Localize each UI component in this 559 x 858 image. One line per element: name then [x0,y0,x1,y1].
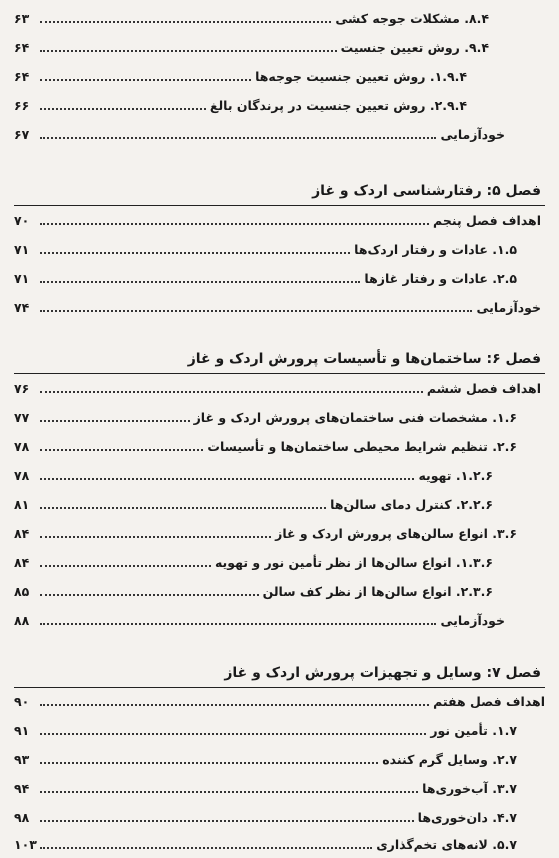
entry-page: ۷۷ [14,409,30,425]
entry-page: ۶۴ [14,68,30,84]
entry-title: اهداف فصل هفتم [433,693,545,709]
leader-dots [40,79,251,81]
toc-entry [14,267,545,289]
entry-title: ۳.۶. انواع سالن‌های پرورش اردک و غاز [275,525,517,541]
leader-dots [40,223,429,225]
entry-page: ۹۳ [14,751,30,767]
toc-entry [14,551,545,573]
entry-title: ۵.۷. لانه‌های تخم‌گذاری [376,836,517,852]
leader-dots [40,252,350,254]
entry-title: ۲.۳.۶. انواع سالن‌ها از نظر کف سالن [262,583,493,599]
entry-title: ۹.۴. روش تعیین جنسیت [340,39,489,55]
chapter-heading: فصل ۵: رفتارشناسی اردک و غاز [312,183,541,199]
entry-page: ۷۱ [14,270,30,286]
entry-title: ۱.۷. تأمین نور [430,722,517,738]
leader-dots [40,21,331,23]
toc-entry [14,209,545,231]
entry-title: ۱.۳.۶. انواع سالن‌ها از نظر تأمین نور و تهویه [214,554,493,570]
toc-entry [14,609,545,631]
entry-title: ۱.۵. عادات و رفتار اردک‌ها [354,241,517,257]
leader-dots [40,310,472,312]
entry-page: ۶۶ [14,97,30,113]
entry-page: ۹۸ [14,809,30,825]
leader-dots [40,704,429,706]
entry-title: ۱.۹.۴. روش تعیین جنسیت جوجه‌ها [255,68,467,84]
toc-entry [14,464,545,486]
entry-page: ۸۴ [14,525,30,541]
leader-dots [40,847,372,849]
entry-page: ۹۰ [14,693,30,709]
leader-dots [40,507,326,509]
leader-dots [40,762,378,764]
entry-page: ۹۴ [14,780,30,796]
leader-dots [40,478,414,480]
entry-page: ۸۴ [14,554,30,570]
leader-dots [40,536,271,538]
toc-entry [14,493,545,515]
leader-dots [40,820,414,822]
toc-entry [14,296,545,318]
entry-title: ۲.۷. وسایل گرم کننده [382,751,517,767]
leader-dots [40,449,203,451]
chapter-rule [14,205,545,206]
entry-page: ۱۰۳ [14,836,37,852]
leader-dots [40,565,211,567]
leader-dots [40,391,423,393]
toc-entry [14,522,545,544]
toc-entry [14,748,545,770]
chapter-heading: فصل ۷: وسایل و تجهیزات پرورش اردک و غاز [224,665,541,681]
chapter-rule [14,373,545,374]
entry-page: ۷۸ [14,438,30,454]
entry-title: ۲.۵. عادات و رفتار غازها [364,270,517,286]
chapter-rule [14,687,545,688]
leader-dots [40,733,426,735]
chapter-heading: فصل ۶: ساختمان‌ها و تأسیسات پرورش اردک و غاز [187,351,541,367]
entry-page: ۷۴ [14,299,30,315]
toc-entry [14,580,545,602]
toc-entry [14,719,545,741]
entry-title: خودآزمایی [476,299,541,315]
entry-page: ۶۳ [14,10,30,26]
entry-title: ۱.۲.۶. تهویه [418,467,493,483]
entry-title: ۱.۶. مشخصات فنی ساختمان‌های پرورش اردک و غاز [193,409,517,425]
entry-title: ۲.۲.۶. کنترل دمای سالن‌ها [330,496,493,512]
leader-dots [40,791,418,793]
toc-entry [14,94,545,116]
leader-dots [40,108,206,110]
entry-title: ۳.۷. آب‌خوری‌ها [422,780,517,796]
leader-dots [40,137,436,139]
toc-entry [14,435,545,457]
toc-entry [14,690,545,712]
entry-page: ۷۶ [14,380,30,396]
entry-title: اهداف فصل پنجم [433,212,541,228]
toc-entry [14,406,545,428]
leader-dots [40,50,337,52]
entry-title: ۲.۶. تنظیم شرایط محیطی ساختمان‌ها و تأسیسات [207,438,517,454]
entry-page: ۶۴ [14,39,30,55]
toc-entry [14,238,545,260]
leader-dots [40,594,259,596]
entry-page: ۸۸ [14,612,30,628]
toc-entry [14,7,545,29]
entry-page: ۷۰ [14,212,30,228]
entry-page: ۶۷ [14,126,30,142]
leader-dots [40,281,360,283]
toc-entry [14,36,545,58]
entry-title: خودآزمایی [440,126,505,142]
entry-title: ۸.۴. مشکلات جوجه کشی [335,10,489,26]
entry-title: ۴.۷. دان‌خوری‌ها [417,809,517,825]
toc-entry [14,65,545,87]
leader-dots [40,623,436,625]
entry-page: ۸۱ [14,496,30,512]
entry-page: ۸۵ [14,583,30,599]
toc-entry [14,833,545,855]
entry-page: ۹۱ [14,722,30,738]
leader-dots [40,420,190,422]
toc-entry [14,123,545,145]
toc-entry [14,806,545,828]
entry-title: خودآزمایی [440,612,505,628]
entry-page: ۷۸ [14,467,30,483]
entry-page: ۷۱ [14,241,30,257]
entry-title: ۲.۹.۴. روش تعیین جنسیت در پرندگان بالغ [209,97,467,113]
toc-entry [14,777,545,799]
toc-entry [14,377,545,399]
entry-title: اهداف فصل ششم [426,380,541,396]
